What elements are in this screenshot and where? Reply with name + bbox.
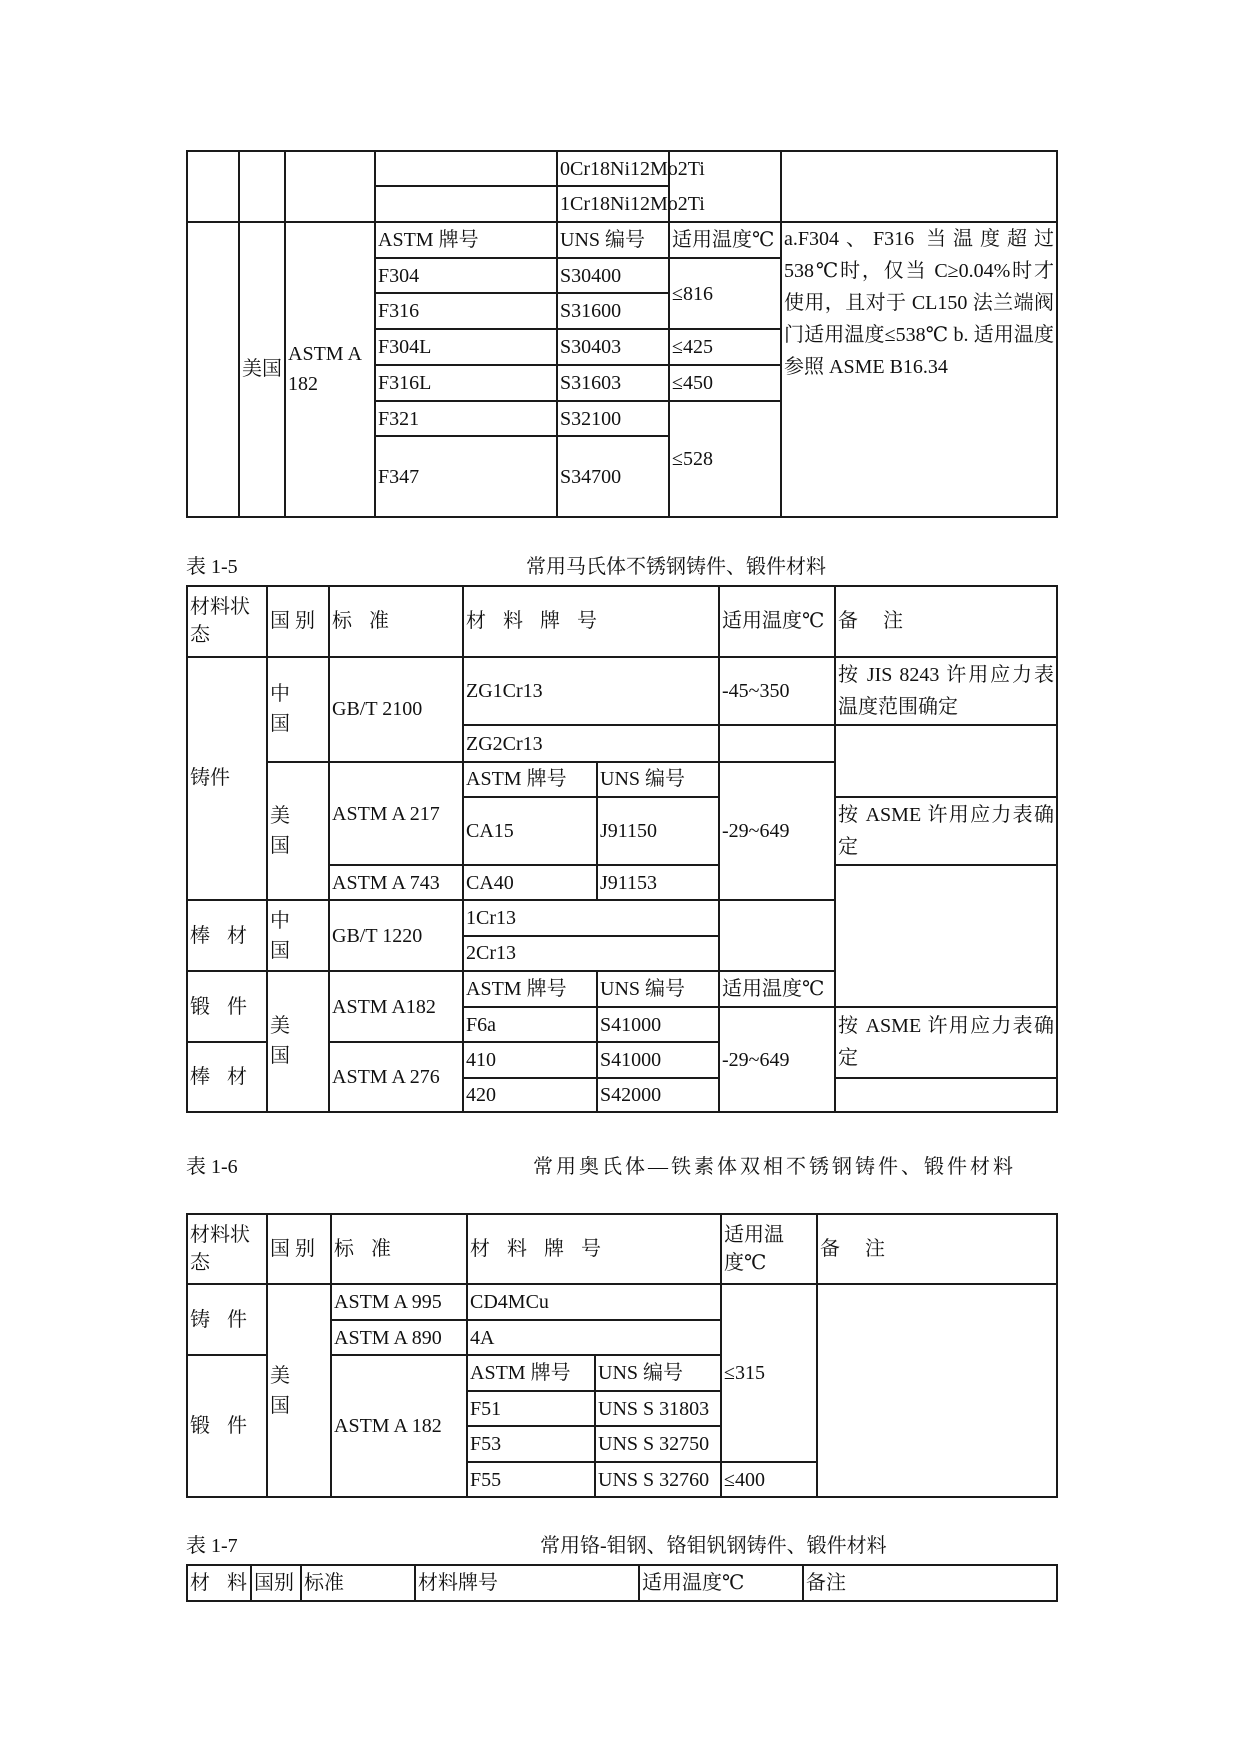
- grade-cell: F347: [375, 436, 557, 517]
- grade-cell: 0Cr18Ni12Mo2Ti: [557, 151, 669, 186]
- country-cell: 美国: [239, 222, 285, 517]
- uns-cell: J91153: [597, 865, 719, 900]
- grade-cell: F316L: [375, 365, 557, 401]
- empty-cell: [835, 725, 1057, 797]
- uns-cell: S30400: [557, 258, 669, 293]
- header-cell: 材料状态: [187, 586, 267, 657]
- header-cell: 适用温度℃: [719, 586, 835, 657]
- header-cell: 备 注: [835, 586, 1057, 657]
- header-astm-grade: ASTM 牌号: [467, 1355, 595, 1391]
- header-temp: 适用温度℃: [719, 971, 835, 1007]
- header-cell: 国别: [251, 1565, 301, 1601]
- standard-cell: ASTM A 182: [331, 1355, 467, 1497]
- table-caption: [186, 1152, 1056, 1182]
- table-caption: [186, 1531, 1056, 1561]
- country-cell: 中 国: [267, 900, 329, 971]
- table-1-6: [186, 1213, 1058, 1498]
- empty-cell: [187, 222, 239, 517]
- header-astm-grade: ASTM 牌号: [463, 762, 597, 796]
- temp-cell: -29~649: [719, 762, 835, 900]
- uns-cell: S41000: [597, 1042, 719, 1077]
- uns-cell: UNS S 32760: [595, 1462, 721, 1497]
- empty-cell: [375, 151, 557, 186]
- temp-cell: -45~350: [719, 657, 835, 726]
- standard-cell: GB/T 2100: [329, 657, 463, 763]
- empty-cell: [187, 151, 239, 222]
- header-uns: UNS 编号: [557, 222, 669, 258]
- temp-cell: ≤315: [721, 1284, 817, 1462]
- state-cell: 锻 件: [187, 1355, 267, 1497]
- temp-cell: ≤425: [669, 329, 781, 364]
- header-cell: 国 别: [267, 1214, 331, 1284]
- header-cell: 标 准: [329, 586, 463, 657]
- grade-cell: F53: [467, 1426, 595, 1462]
- header-cell: 标 准: [331, 1214, 467, 1284]
- table-1-7: [186, 1564, 1058, 1602]
- empty-cell: [781, 151, 1057, 222]
- note-cell: 按 ASME 许用应力表确定: [835, 1007, 1057, 1078]
- grade-cell: CA40: [463, 865, 597, 900]
- table-title: 常用铬-钼钢、铬钼钒钢铸件、锻件材料: [540, 1535, 887, 1557]
- standard-cell: ASTM A 276: [329, 1042, 463, 1112]
- grade-cell: F55: [467, 1462, 595, 1497]
- empty-cell: [817, 1284, 1057, 1497]
- standard-cell: ASTM A 217: [329, 762, 463, 865]
- uns-cell: UNS S 31803: [595, 1391, 721, 1426]
- uns-cell: S31603: [557, 365, 669, 401]
- standard-cell: ASTM A 743: [329, 865, 463, 900]
- grade-cell: 1Cr13: [463, 900, 719, 935]
- empty-cell: [375, 186, 557, 221]
- header-cell: 标准: [301, 1565, 415, 1601]
- header-cell: 适用温度℃: [639, 1565, 803, 1601]
- grade-cell: 410: [463, 1042, 597, 1077]
- table-caption: [186, 552, 1056, 582]
- note-cell: 按 ASME 许用应力表确定: [835, 797, 1057, 866]
- country-cell: 美 国: [267, 971, 329, 1112]
- empty-cell: [835, 865, 1057, 1007]
- standard-cell: GB/T 1220: [329, 900, 463, 971]
- table-title: 常用奥氏体—铁素体双相不锈钢铸件、锻件材料: [533, 1156, 1016, 1178]
- uns-cell: S30403: [557, 329, 669, 364]
- grade-cell: 1Cr18Ni12Mo2Ti: [557, 186, 669, 221]
- header-cell: 材 料: [187, 1565, 251, 1601]
- uns-cell: S42000: [597, 1078, 719, 1112]
- standard-cell: ASTM A 182: [285, 222, 375, 517]
- grade-cell: F6a: [463, 1007, 597, 1042]
- temp-cell: ≤400: [721, 1462, 817, 1497]
- table-number: 表 1-7: [186, 1535, 238, 1557]
- uns-cell: S31600: [557, 293, 669, 329]
- state-cell: 铸件: [187, 657, 267, 901]
- temp-cell: ≤816: [669, 258, 781, 330]
- header-cell: 适用温度℃: [721, 1214, 817, 1284]
- empty-cell: [239, 151, 285, 222]
- header-astm-grade: ASTM 牌号: [375, 222, 557, 258]
- header-uns: UNS 编号: [595, 1355, 721, 1391]
- empty-cell: [835, 1078, 1057, 1112]
- state-cell: 棒 材: [187, 900, 267, 971]
- note-cell: a.F304、F316 当温度超过 538℃时，仅当 C≥0.04%时才使用，且对于 CL150 法兰端阀门适用温度≤538℃ b. 适用温度参照 ASME B16.34: [781, 222, 1057, 517]
- empty-cell: [719, 900, 835, 971]
- uns-cell: S41000: [597, 1007, 719, 1042]
- standard-cell: ASTM A 890: [331, 1320, 467, 1355]
- table-number: 表 1-6: [186, 1156, 238, 1178]
- grade-cell: ZG2Cr13: [463, 725, 719, 762]
- header-cell: 材 料 牌 号: [467, 1214, 721, 1284]
- grade-cell: 4A: [467, 1320, 721, 1355]
- empty-cell: [285, 151, 375, 222]
- grade-cell: CA15: [463, 797, 597, 866]
- grade-cell: F304L: [375, 329, 557, 364]
- header-astm-grade: ASTM 牌号: [463, 971, 597, 1007]
- grade-cell: CD4MCu: [467, 1284, 721, 1320]
- header-cell: 国 别: [267, 586, 329, 657]
- country-cell: 美 国: [267, 762, 329, 900]
- temp-cell: ≤528: [669, 401, 781, 517]
- header-cell: 材料状态: [187, 1214, 267, 1284]
- grade-cell: F316: [375, 293, 557, 329]
- uns-cell: J91150: [597, 797, 719, 866]
- grade-cell: 2Cr13: [463, 936, 719, 971]
- header-temp: 适用温度℃: [669, 222, 781, 258]
- table-number: 表 1-5: [186, 556, 238, 578]
- standard-cell: ASTM A 995: [331, 1284, 467, 1320]
- state-cell: 铸 件: [187, 1284, 267, 1355]
- country-cell: 中 国: [267, 657, 329, 763]
- header-cell: 材 料 牌 号: [463, 586, 719, 657]
- grade-cell: F304: [375, 258, 557, 293]
- country-cell: 美 国: [267, 1284, 331, 1497]
- header-uns: UNS 编号: [597, 762, 719, 796]
- grade-cell: 420: [463, 1078, 597, 1112]
- uns-cell: S34700: [557, 436, 669, 517]
- state-cell: 棒 材: [187, 1042, 267, 1112]
- grade-cell: F321: [375, 401, 557, 436]
- table-1-5: [186, 585, 1058, 1113]
- uns-cell: UNS S 32750: [595, 1426, 721, 1462]
- table-continuation: [186, 150, 1058, 518]
- table-title: 常用马氏体不锈钢铸件、锻件材料: [526, 556, 826, 578]
- temp-cell: ≤450: [669, 365, 781, 401]
- header-cell: 备 注: [817, 1214, 1057, 1284]
- temp-cell: -29~649: [719, 1007, 835, 1112]
- state-cell: 锻 件: [187, 971, 267, 1043]
- standard-cell: ASTM A182: [329, 971, 463, 1043]
- header-cell: 材料牌号: [415, 1565, 639, 1601]
- grade-cell: F51: [467, 1391, 595, 1426]
- note-cell: 按 JIS 8243 许用应力表温度范围确定: [835, 657, 1057, 726]
- header-uns: UNS 编号: [597, 971, 719, 1007]
- uns-cell: S32100: [557, 401, 669, 436]
- grade-cell: ZG1Cr13: [463, 657, 719, 726]
- header-cell: 备注: [803, 1565, 1057, 1601]
- empty-cell: [719, 725, 835, 762]
